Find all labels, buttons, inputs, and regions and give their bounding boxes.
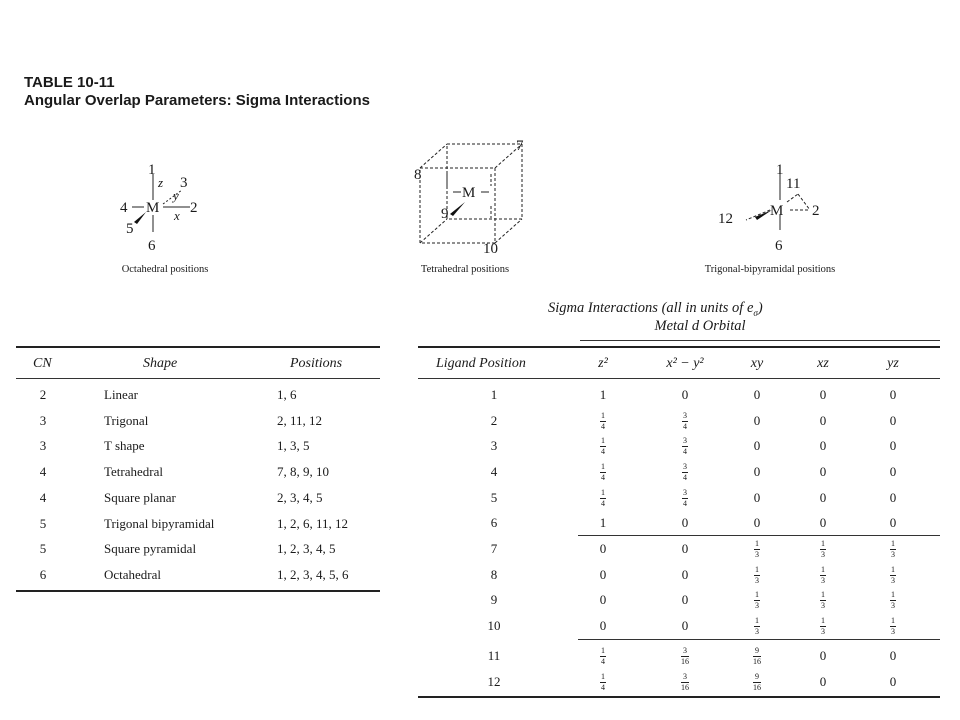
sigma-ligand-cell: 6 bbox=[490, 515, 498, 530]
octahedral-diagram bbox=[110, 160, 220, 260]
shape-header-shape: Shape bbox=[143, 356, 178, 371]
sigma-header-orbital: z² bbox=[598, 356, 608, 371]
tbp-label-2: 2 bbox=[812, 203, 820, 219]
oct-label-5: 5 bbox=[126, 221, 134, 237]
shape-name-cell: Square pyramidal bbox=[104, 541, 197, 557]
tet-label-9: 9 bbox=[441, 206, 449, 222]
sigma-fraction-cell: 1 3 bbox=[891, 590, 895, 610]
sigma-fraction-cell: 1 3 bbox=[755, 539, 759, 559]
sigma-header-orbital: xy bbox=[750, 356, 764, 371]
sigma-fraction-cell: 3 4 bbox=[683, 462, 687, 482]
sigma-ligand-cell: 9 bbox=[490, 592, 498, 607]
sigma-fraction-cell: 1 4 bbox=[601, 646, 605, 666]
sigma-fraction-cell: 1 3 bbox=[891, 539, 895, 559]
octahedral-caption: Octahedral positions bbox=[121, 264, 209, 275]
oct-label-y: y bbox=[173, 188, 179, 203]
table-number: TABLE 10-11 bbox=[24, 74, 115, 91]
sigma-value-cell: 0 bbox=[819, 413, 827, 428]
oct-label-4: 4 bbox=[120, 200, 128, 216]
sigma-value-cell: 0 bbox=[681, 541, 689, 556]
sigma-fraction-cell: 1 3 bbox=[755, 565, 759, 585]
shape-cn-cell: 5 bbox=[39, 515, 47, 531]
sigma-value-cell: 0 bbox=[681, 387, 689, 402]
shape-positions-cell: 1, 3, 5 bbox=[277, 438, 310, 454]
sigma-fraction-cell: 3 16 bbox=[681, 646, 689, 666]
sigma-value-cell: 0 bbox=[753, 490, 761, 505]
sigma-table-bottom-rule bbox=[418, 696, 940, 698]
tet-label-8: 8 bbox=[414, 167, 422, 183]
oct-label-6: 6 bbox=[148, 238, 156, 254]
sigma-fraction-cell: 9 16 bbox=[753, 646, 761, 666]
sigma-fraction-cell: 1 3 bbox=[821, 590, 825, 610]
shape-positions-cell: 2, 3, 4, 5 bbox=[277, 489, 323, 505]
sigma-fraction-cell: 1 3 bbox=[821, 616, 825, 636]
sigma-value-cell: 0 bbox=[753, 464, 761, 479]
shape-cn-cell: 2 bbox=[39, 387, 47, 402]
sigma-value-cell: 0 bbox=[681, 515, 689, 530]
sigma-value-cell: 0 bbox=[599, 592, 607, 607]
shape-table-bottom-rule bbox=[16, 590, 380, 592]
sigma-ligand-cell: 10 bbox=[487, 618, 501, 633]
sigma-fraction-cell: 1 3 bbox=[891, 616, 895, 636]
shape-table-header-rule bbox=[16, 378, 380, 379]
sigma-header-orbital: yz bbox=[887, 356, 899, 371]
sigma-group-rule-1 bbox=[578, 535, 940, 536]
shape-name-cell: T shape bbox=[104, 438, 145, 454]
sigma-value-cell: 0 bbox=[819, 648, 827, 663]
shape-name-cell: Square planar bbox=[104, 489, 176, 505]
tbp-label-1: 1 bbox=[776, 162, 784, 178]
sigma-value-cell: 0 bbox=[819, 674, 827, 689]
shape-name-cell: Linear bbox=[104, 387, 138, 402]
tet-label-10: 10 bbox=[483, 241, 498, 255]
sigma-value-cell: 0 bbox=[819, 490, 827, 505]
tbp-label-11: 11 bbox=[786, 176, 801, 192]
sigma-fraction-cell: 1 4 bbox=[601, 672, 605, 692]
tbp-center-label: M bbox=[770, 203, 784, 219]
tetrahedral-diagram bbox=[405, 130, 545, 255]
tetrahedral-caption: Tetrahedral positions bbox=[420, 264, 510, 275]
shape-positions-cell: 7, 8, 9, 10 bbox=[277, 464, 329, 480]
sigma-fraction-cell: 1 3 bbox=[821, 539, 825, 559]
tet-label-7: 7 bbox=[516, 138, 524, 154]
sigma-value-cell: 0 bbox=[681, 592, 689, 607]
sigma-value-cell: 0 bbox=[889, 674, 897, 689]
sigma-ligand-cell: 1 bbox=[490, 387, 498, 402]
sigma-value-cell: 0 bbox=[889, 515, 897, 530]
sigma-value-cell: 0 bbox=[753, 515, 761, 530]
sigma-fraction-cell: 9 16 bbox=[753, 672, 761, 692]
oct-center-label: M bbox=[146, 200, 160, 216]
sigma-value-cell: 0 bbox=[753, 438, 761, 453]
oct-label-2: 2 bbox=[190, 200, 198, 216]
shape-cn-cell: 6 bbox=[39, 566, 47, 582]
sigma-ligand-cell: 8 bbox=[490, 567, 498, 582]
sigma-group-rule-2 bbox=[578, 639, 940, 640]
sigma-fraction-cell: 1 3 bbox=[891, 565, 895, 585]
sigma-value-cell: 0 bbox=[819, 515, 827, 530]
sigma-value-cell: 0 bbox=[681, 618, 689, 633]
sigma-header-orbital: xz bbox=[817, 356, 829, 371]
sigma-header-orbital: x² − y² bbox=[666, 356, 704, 371]
sigma-ligand-cell: 11 bbox=[487, 648, 501, 663]
sigma-value-cell: 0 bbox=[819, 464, 827, 479]
sigma-fraction-cell: 1 3 bbox=[755, 616, 759, 636]
sigma-fraction-cell: 1 4 bbox=[601, 488, 605, 508]
oct-label-1: 1 bbox=[148, 162, 156, 178]
shape-table-top-rule bbox=[16, 346, 380, 348]
sigma-value-cell: 0 bbox=[599, 541, 607, 556]
sigma-fraction-cell: 1 4 bbox=[601, 462, 605, 482]
sigma-ligand-cell: 3 bbox=[490, 438, 498, 453]
sigma-header-ligand: Ligand Position bbox=[436, 356, 526, 371]
shape-cn-cell: 4 bbox=[39, 489, 47, 505]
sigma-ligand-cell: 7 bbox=[490, 541, 498, 556]
sigma-fraction-cell: 1 4 bbox=[601, 411, 605, 431]
sigma-table-heading: Sigma Interactions (all in units of $e_\sigma$) bbox=[548, 300, 763, 318]
shape-cn-cell: 4 bbox=[39, 464, 47, 480]
sigma-value-cell: 0 bbox=[889, 438, 897, 453]
shape-cn-cell: 3 bbox=[39, 438, 47, 454]
sigma-fraction-cell: 3 4 bbox=[683, 436, 687, 456]
sigma-fraction-cell: 3 4 bbox=[683, 411, 687, 431]
sigma-value-cell: 1 bbox=[599, 387, 607, 402]
sigma-value-cell: 0 bbox=[889, 413, 897, 428]
sigma-fraction-cell: 1 3 bbox=[755, 590, 759, 610]
sigma-value-cell: 0 bbox=[753, 413, 761, 428]
sigma-ligand-cell: 2 bbox=[490, 413, 498, 428]
shape-header-cn: CN bbox=[33, 356, 52, 371]
sigma-value-cell: 0 bbox=[753, 387, 761, 402]
sigma-subheading-rule bbox=[580, 340, 940, 341]
shape-positions-cell: 1, 2, 6, 11, 12 bbox=[277, 515, 349, 531]
trigonal-bipyramidal-caption: Trigonal-bipyramidal positions bbox=[704, 264, 836, 275]
sigma-ligand-cell: 5 bbox=[490, 490, 498, 505]
shape-positions-cell: 1, 6 bbox=[277, 387, 297, 402]
shape-name-cell: Trigonal bbox=[104, 412, 149, 428]
sigma-fraction-cell: 1 3 bbox=[821, 565, 825, 585]
sigma-value-cell: 0 bbox=[889, 490, 897, 505]
sigma-value-cell: 0 bbox=[599, 567, 607, 582]
sigma-ligand-cell: 4 bbox=[490, 464, 498, 479]
sigma-table-header-rule bbox=[418, 378, 940, 379]
sigma-value-cell: 0 bbox=[889, 648, 897, 663]
sigma-value-cell: 0 bbox=[889, 464, 897, 479]
sigma-value-cell: 0 bbox=[819, 387, 827, 402]
sigma-ligand-cell: 12 bbox=[487, 674, 501, 689]
tbp-label-6: 6 bbox=[775, 238, 783, 254]
trigonal-bipyramidal-diagram bbox=[710, 160, 840, 260]
sigma-value-cell: 0 bbox=[889, 387, 897, 402]
sigma-value-cell: 0 bbox=[681, 567, 689, 582]
oct-label-z: z bbox=[158, 175, 164, 190]
sigma-fraction-cell: 3 4 bbox=[683, 488, 687, 508]
shape-name-cell: Tetrahedral bbox=[104, 464, 163, 480]
table-title: Angular Overlap Parameters: Sigma Interactions bbox=[24, 92, 370, 109]
sigma-fraction-cell: 3 16 bbox=[681, 672, 689, 692]
sigma-table-top-rule bbox=[418, 346, 940, 348]
oct-label-x: x bbox=[174, 208, 180, 223]
oct-label-3: 3 bbox=[180, 175, 188, 191]
sigma-value-cell: 0 bbox=[599, 618, 607, 633]
tet-center-label: M bbox=[462, 185, 476, 201]
sigma-value-cell: 1 bbox=[599, 515, 607, 530]
shape-positions-cell: 1, 2, 3, 4, 5 bbox=[277, 541, 336, 557]
shape-cn-cell: 3 bbox=[39, 412, 47, 428]
shape-positions-cell: 2, 11, 12 bbox=[277, 412, 323, 428]
sigma-table-subheading: Metal d Orbital bbox=[654, 318, 746, 334]
shape-name-cell: Octahedral bbox=[104, 566, 162, 582]
shape-positions-cell: 1, 2, 3, 4, 5, 6 bbox=[277, 566, 349, 582]
sigma-value-cell: 0 bbox=[819, 438, 827, 453]
tbp-label-12: 12 bbox=[718, 211, 733, 227]
sigma-fraction-cell: 1 4 bbox=[601, 436, 605, 456]
shape-cn-cell: 5 bbox=[39, 541, 47, 557]
shape-name-cell: Trigonal bipyramidal bbox=[104, 515, 215, 531]
shape-header-positions: Positions bbox=[290, 356, 343, 371]
